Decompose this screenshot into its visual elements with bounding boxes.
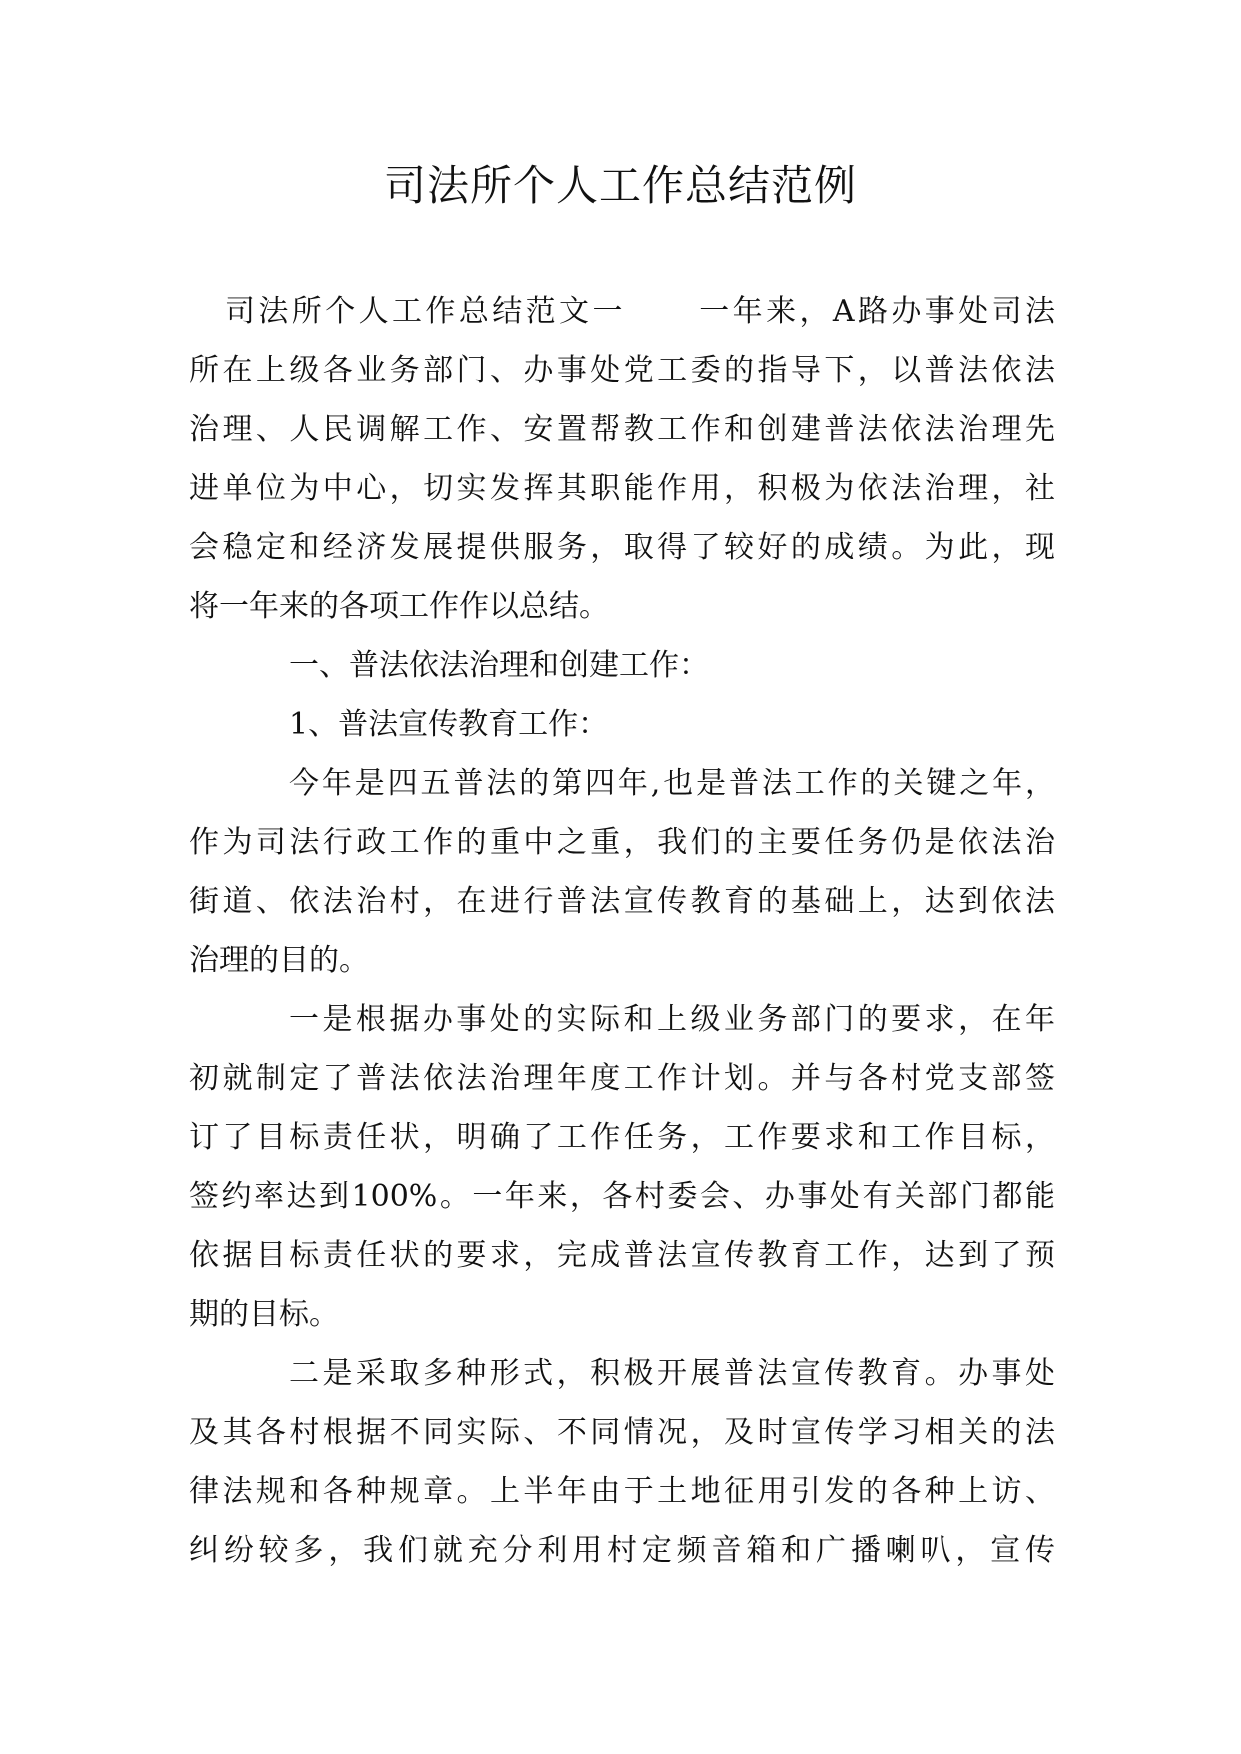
paragraph-6-line-3: 律法规和各种规章。上半年由于土地征用引发的各种上访、	[189, 1474, 1055, 1509]
paragraph-1-line-1	[189, 282, 1055, 341]
paragraph-6-line-1: 二是采取多种形式，积极开展普法宣传教育。办事处	[289, 1356, 1055, 1391]
paragraph-5-line-1: 一是根据办事处的实际和上级业务部门的要求，在年	[289, 1002, 1055, 1037]
section-heading-1: 一、普法依法治理和创建工作：	[289, 648, 709, 683]
document-body	[189, 282, 1055, 1580]
paragraph-6-line-4: 纠纷较多，我们就充分利用村定频音箱和广播喇叭，宣传	[189, 1533, 1055, 1568]
paragraph-5-line-5: 依据目标责任状的要求，完成普法宣传教育工作，达到了预	[189, 1238, 1055, 1273]
paragraph-text: 一年来，A路办事处司法	[695, 294, 1056, 329]
paragraph-1-line-3: 治理、人民调解工作、安置帮教工作和创建普法依法治理先	[189, 412, 1055, 447]
paragraph-5-line-3: 订了目标责任状，明确了工作任务，工作要求和工作目标，	[189, 1120, 1055, 1155]
subsection-heading-1: 1、普法宣传教育工作：	[289, 707, 609, 742]
document-title: 司法所个人工作总结范例	[383, 161, 857, 210]
paragraph-5-line-4: 签约率达到100%。一年来，各村委会、办事处有关部门都能	[189, 1179, 1055, 1214]
paragraph-4-line-2: 作为司法行政工作的重中之重，我们的主要任务仍是依法治	[189, 825, 1055, 860]
subheading-text: 司法所个人工作总结范文一	[225, 294, 626, 329]
paragraph-6-line-2: 及其各村根据不同实际、不同情况，及时宣传学习相关的法	[189, 1415, 1055, 1450]
paragraph-4-line-4: 治理的目的。	[189, 943, 369, 978]
paragraph-5-line-6: 期的目标。	[189, 1297, 339, 1332]
paragraph-1-line-5: 会稳定和经济发展提供服务，取得了较好的成绩。为此，现	[189, 530, 1055, 565]
paragraph-5-line-2: 初就制定了普法依法治理年度工作计划。并与各村党支部签	[189, 1061, 1055, 1096]
paragraph-1-line-6: 将一年来的各项工作作以总结。	[189, 589, 609, 624]
paragraph-4-line-3: 街道、依法治村，在进行普法宣传教育的基础上，达到依法	[189, 884, 1055, 919]
paragraph-1-line-2: 所在上级各业务部门、办事处党工委的指导下，以普法依法	[189, 353, 1055, 388]
paragraph-1-line-4: 进单位为中心，切实发挥其职能作用，积极为依法治理，社	[189, 471, 1055, 506]
paragraph-4-line-1: 今年是四五普法的第四年,也是普法工作的关键之年，	[289, 766, 1055, 801]
